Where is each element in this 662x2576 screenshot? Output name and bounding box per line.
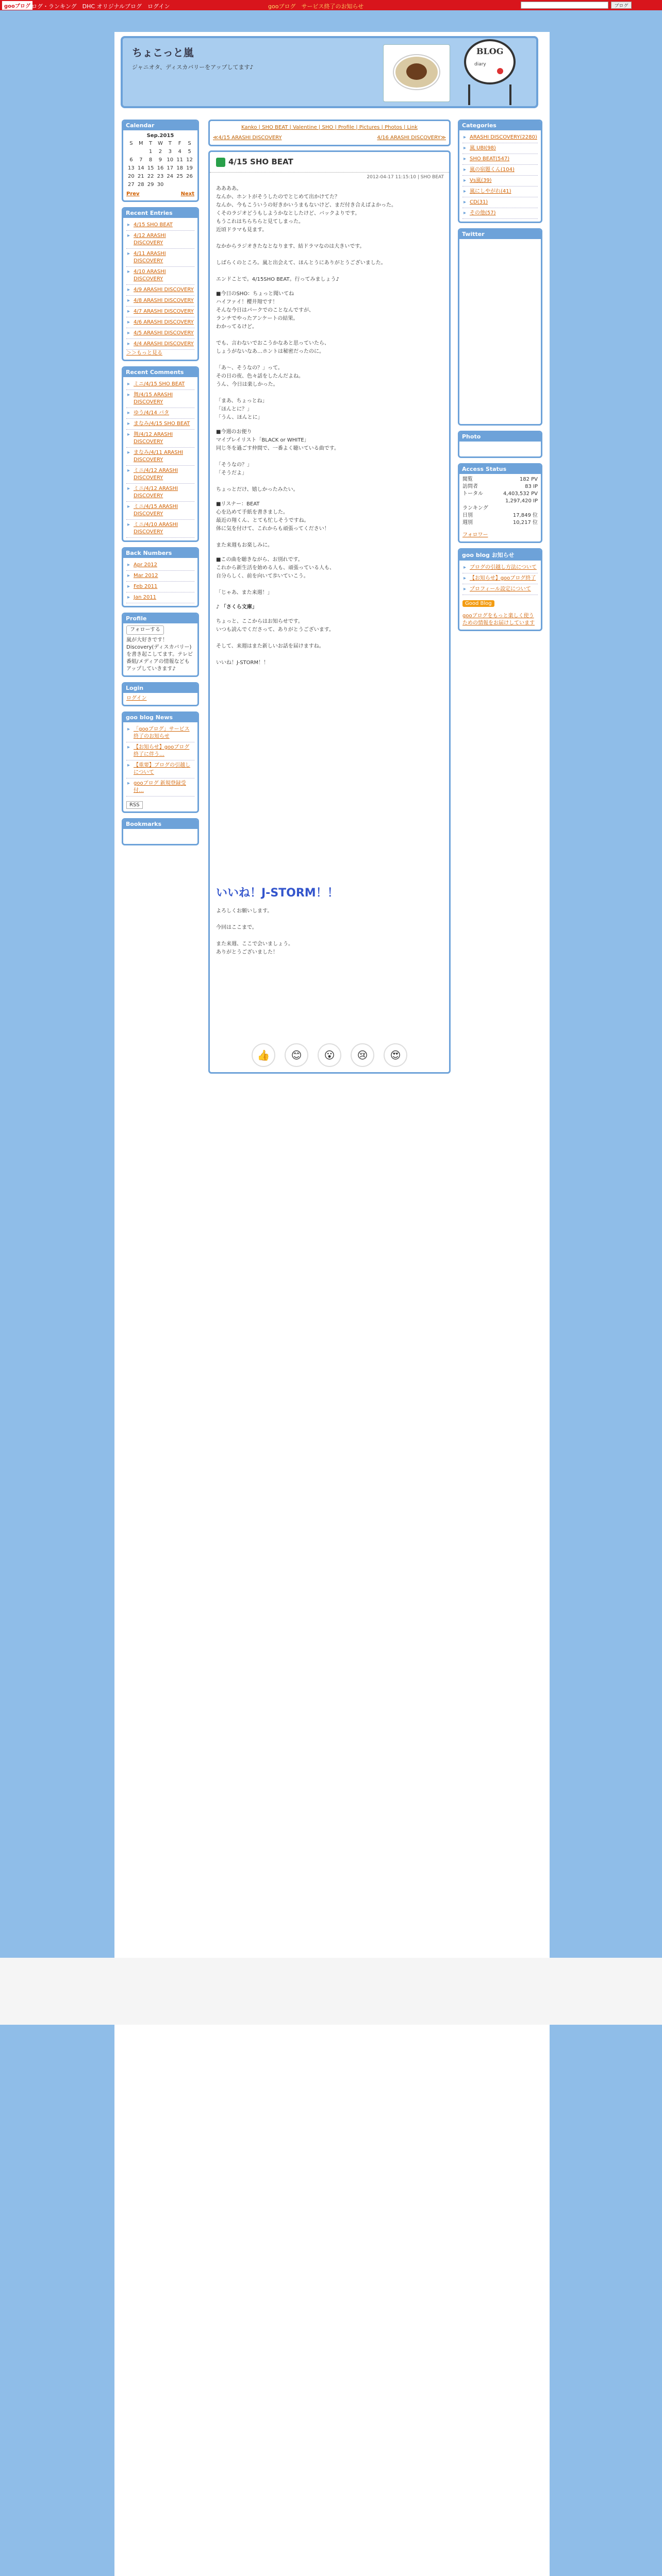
- service-notice-link[interactable]: gooブログ サービス終了のお知らせ: [268, 3, 364, 10]
- entry-topnav: [208, 120, 451, 146]
- top-bar: [0, 0, 662, 10]
- category-link[interactable]: ▸ CD(31): [462, 197, 538, 208]
- access-label: 訪問者: [462, 484, 478, 489]
- recent-comment-link[interactable]: ▸ ミニ/4/12 ARASHI DISCOVERY: [126, 484, 194, 502]
- good-blog-badge[interactable]: Good Blog: [462, 600, 494, 607]
- entry-category-icon: [216, 158, 225, 167]
- blog-recommend-heading: goo blog お知らせ: [459, 549, 541, 561]
- calendar-day[interactable]: 11: [176, 157, 183, 163]
- entry-title-row: [210, 152, 449, 173]
- calendar-day[interactable]: 30: [157, 182, 164, 188]
- recent-comment-link[interactable]: ▸ まなみ/4/15 SHO BEAT: [126, 419, 194, 430]
- access-label: 週別: [462, 520, 473, 526]
- topnav-links[interactable]: Kanko | SHO BEAT | Valentine | SHO | Profile | Pictures | Photos | Link: [241, 125, 418, 130]
- rss-button[interactable]: RSS: [126, 801, 143, 809]
- recent-entry-link[interactable]: ▸ 4/8 ARASHI DISCOVERY: [126, 296, 194, 307]
- access-value: 17,849 位: [512, 513, 538, 518]
- reaction-icon: 😢: [357, 1048, 368, 1061]
- category-link[interactable]: ▸ ARASHI DISCOVERY(2280): [462, 132, 538, 143]
- reaction-button[interactable]: [384, 1043, 407, 1067]
- recent-entry-link[interactable]: ▸ 4/15 SHO BEAT: [126, 220, 194, 231]
- recent-comment-link[interactable]: ▸ ゆう/4/14 バタ: [126, 408, 194, 419]
- calendar-day[interactable]: 14: [137, 165, 144, 171]
- category-link[interactable]: ▸ SHO BEAT(547): [462, 154, 538, 165]
- access-value: 10,217 位: [512, 520, 538, 526]
- recent-comment-link[interactable]: ▸ ミニ/4/10 ARASHI DISCOVERY: [126, 520, 194, 538]
- goo-news-link[interactable]: ▸ 「gooブログ」サービス終了のお知らせ: [126, 724, 194, 742]
- calendar-day[interactable]: 13: [128, 165, 135, 171]
- photo-heading: Photo: [459, 432, 541, 442]
- back-number-link[interactable]: ▸ Feb 2011: [126, 582, 194, 592]
- category-link[interactable]: ▸ その他(57): [462, 208, 538, 219]
- blog-title[interactable]: ちょこっと嵐: [132, 46, 194, 59]
- jstorm-banner[interactable]: いいね！J-STORM！！: [216, 886, 339, 900]
- top-links[interactable]: ブログ・ランキング DHC オリジナルブログ ログイン: [26, 3, 170, 10]
- calendar-day[interactable]: 26: [186, 174, 193, 179]
- access-value: 4,403,532 PV: [503, 491, 538, 497]
- sign-title: BLOG: [476, 46, 504, 56]
- bookmarks-box: [122, 818, 199, 845]
- calendar-day[interactable]: 19: [186, 165, 193, 171]
- access-value: 1,297,420 IP: [505, 498, 538, 504]
- photo-box: [458, 431, 542, 458]
- categories-heading: Categories: [459, 121, 541, 130]
- calendar-day[interactable]: 17: [167, 165, 174, 171]
- recent-entry-link[interactable]: ▸ 4/4 ARASHI DISCOVERY: [126, 339, 194, 350]
- entry-section-a: ■今週のお便り マイプレイリスト「BLACK or WHITE」 同じ冬を過ごす仲間で、一番よく聴いている曲です。 「そうなの？」 「そうだよ」 ちょっとだけ、嬉しかったみたい。: [216, 429, 339, 493]
- reaction-button[interactable]: [318, 1043, 341, 1067]
- calendar-weekday: S: [188, 141, 191, 146]
- reaction-icon: 😊: [291, 1048, 302, 1061]
- calendar-month: Sep.2015: [146, 133, 174, 139]
- calendar-day[interactable]: 15: [147, 165, 154, 171]
- right-sidebar: [458, 120, 542, 636]
- calendar-day: [175, 181, 185, 189]
- entry-section-b: ■リスナー：BEAT 心を込めて手紙を書きました。 最近の翔くん、とても忙しそうですね。 体に気を付けて、これからも頑張ってください！ また来週もお楽しみに。: [216, 501, 329, 548]
- next-entry-link[interactable]: 4/16 ARASHI DISCOVERY≫: [377, 135, 446, 141]
- blog-recommend-box: [458, 548, 542, 631]
- entry-date: 2012-04-17 11:15:10 | SHO BEAT: [367, 174, 444, 180]
- goo-news-link[interactable]: ▸ 【お知らせ】gooブログ終了に伴う…: [126, 742, 194, 760]
- access-label: ランキング: [462, 505, 488, 511]
- reaction-icon: 👍: [257, 1048, 270, 1061]
- follower-link[interactable]: フォロワー: [462, 532, 488, 538]
- recent-entry-link[interactable]: ▸ 4/9 ARASHI DISCOVERY: [126, 285, 194, 296]
- calendar-day[interactable]: 18: [176, 165, 183, 171]
- calendar-weekday: S: [129, 141, 133, 146]
- category-link[interactable]: ▸ 嵐にしやがれ(41): [462, 187, 538, 197]
- blog-recommend-link[interactable]: ▸ プロフィール設定について: [462, 584, 538, 595]
- blog-sign-image: [459, 39, 521, 106]
- recent-comment-link[interactable]: ▸ 舞/4/15 ARASHI DISCOVERY: [126, 390, 194, 408]
- back-numbers-heading: Back Numbers: [123, 548, 198, 558]
- profile-heading: Profile: [123, 614, 198, 623]
- access-row: [462, 505, 538, 512]
- calendar-day[interactable]: 6: [129, 157, 133, 163]
- recent-entries-heading: Recent Entries: [123, 208, 198, 218]
- access-row: [462, 490, 538, 498]
- reaction-icon: 😮: [324, 1048, 335, 1061]
- calendar-day: [136, 148, 146, 156]
- page-break-band: [0, 1958, 662, 2025]
- calendar-day[interactable]: 20: [128, 174, 135, 179]
- category-link[interactable]: ▸ Vs嵐(39): [462, 176, 538, 187]
- back-number-link[interactable]: ▸ Apr 2012: [126, 560, 194, 571]
- calendar-day[interactable]: 29: [147, 182, 154, 188]
- calendar-day[interactable]: 8: [148, 157, 153, 163]
- calendar-box: [122, 120, 199, 202]
- calendar-heading: Calendar: [123, 121, 198, 130]
- calendar-day[interactable]: 5: [188, 149, 191, 155]
- blog-description: ジャニオタ、ディスカバリーをアップしてます♪: [132, 64, 254, 71]
- entry-post: [208, 150, 451, 1074]
- entry-paragraph-2: ■今日のSHO：ちょっと聞いてね ハイファイ！櫻井翔です！ そんな今日はパークでのことなんですが、 ランチでやったアンケートの結果。 わかってるけど。 でも、言わないでおこうかなあと思っていたら、 しょうがないなあ…ホントは秘密だったのに。 「あ～、そうなの？」って。 その日の夜、色々話をしたんだよね。 うん、今日は楽しかった。 「まあ、ちょっとね」 「ほんとに？」 「うん、ほんとに」: [216, 291, 329, 420]
- twitter-box: [458, 228, 542, 426]
- calendar-weekday: F: [178, 141, 181, 146]
- main-column: [208, 120, 451, 1074]
- recent-entry-link[interactable]: ▸ 4/11 ARASHI DISCOVERY: [126, 249, 194, 267]
- blog-header: [121, 36, 538, 108]
- page-wrapper: [114, 32, 550, 2576]
- entry-paragraph-4: ちょっと、ここからはお知らせです。 いつも読んでくださって、ありがとうございます。 そして、来週はまた新しいお話を届けますね。 いいね！J-STORM！！: [216, 618, 334, 666]
- reaction-icon: 😍: [390, 1048, 401, 1061]
- access-row: [462, 519, 538, 527]
- reaction-button[interactable]: [252, 1043, 275, 1067]
- calendar-day[interactable]: 27: [128, 182, 135, 188]
- twitter-heading: Twitter: [459, 229, 541, 239]
- calendar-weekday: T: [149, 141, 153, 146]
- category-link[interactable]: ▸ 嵐 UBI(98): [462, 143, 538, 154]
- goo-news-link[interactable]: ▸ 【重要】ブログの引越しについて: [126, 760, 194, 778]
- calendar-prev[interactable]: Prev: [126, 191, 140, 197]
- calendar-day[interactable]: 12: [186, 157, 193, 163]
- calendar-day[interactable]: 28: [137, 182, 144, 188]
- calendar-day[interactable]: 2: [158, 149, 162, 155]
- back-number-link[interactable]: ▸ Jan 2011: [126, 592, 194, 603]
- access-row: [462, 512, 538, 519]
- login-heading: Login: [123, 683, 198, 693]
- recent-comment-link[interactable]: ▸ 舞/4/12 ARASHI DISCOVERY: [126, 430, 194, 448]
- categories-box: [458, 120, 542, 223]
- access-value: 83 IP: [525, 484, 538, 489]
- category-link[interactable]: ▸ 嵐の宿題くん(104): [462, 165, 538, 176]
- calendar-day[interactable]: 16: [157, 165, 164, 171]
- calendar-day[interactable]: 22: [147, 174, 154, 179]
- access-box: [458, 463, 542, 543]
- coffee-cup-image: [383, 44, 450, 102]
- recent-entry-link[interactable]: ▸ 4/5 ARASHI DISCOVERY: [126, 328, 194, 339]
- calendar-day[interactable]: 1: [148, 149, 153, 155]
- entry-title[interactable]: 4/15 SHO BEAT: [228, 157, 293, 166]
- recent-comment-link[interactable]: ▸ ミニ/4/15 ARASHI DISCOVERY: [126, 502, 194, 520]
- calendar-day: [126, 148, 136, 156]
- recent-entry-link[interactable]: ▸ 4/12 ARASHI DISCOVERY: [126, 231, 194, 249]
- reaction-buttons: [210, 1038, 449, 1072]
- access-heading: Access Status: [459, 464, 541, 474]
- access-label: トータル: [462, 491, 483, 497]
- access-label: 日別: [462, 513, 473, 518]
- calendar-day[interactable]: 23: [157, 174, 164, 179]
- access-row: [462, 498, 538, 505]
- recent-comments-heading: Recent Comments: [123, 367, 198, 377]
- blog-recommend-link[interactable]: ▸ ブログの引越し方法について: [462, 563, 538, 573]
- entry-paragraph-3: ■この曲を聴きながら、お別れです。 これから新生活を始める人も、頑張っている人も、 自分らしく、前を向いて歩いていこう。 「じゃあ、また来週！」: [216, 556, 335, 596]
- recent-comment-link[interactable]: ▸ ミニ/4/15 SHO BEAT: [126, 379, 194, 390]
- reaction-button[interactable]: [285, 1043, 308, 1067]
- goo-news-box: [122, 711, 199, 813]
- entry-paragraph-5: よろしくお願いします。 今回はここまで。 また来週、ここで会いましょう。 ありがとうございました！: [216, 908, 293, 955]
- calendar-weekday: T: [168, 141, 172, 146]
- calendar-weekday: W: [158, 141, 163, 146]
- recent-comments-box: [122, 366, 199, 542]
- left-sidebar: [122, 120, 199, 851]
- calendar-weekday: M: [138, 141, 143, 146]
- access-label: 閲覧: [462, 477, 473, 482]
- profile-box: [122, 613, 199, 677]
- back-number-link[interactable]: ▸ Mar 2012: [126, 571, 194, 582]
- calendar-day: [165, 181, 175, 189]
- goo-logo[interactable]: gooブログ: [2, 1, 32, 10]
- access-row: [462, 476, 538, 483]
- recent-entry-link[interactable]: ▸ 4/6 ARASHI DISCOVERY: [126, 317, 194, 328]
- access-value: 182 PV: [519, 477, 538, 482]
- calendar-day[interactable]: 4: [178, 149, 181, 155]
- profile-text: 嵐が大好きです！Discovery(ディスカバリー)を書き起こしてます。テレビ番組/メディアの情報などもアップしていきます♪: [126, 637, 193, 672]
- calendar-next[interactable]: Next: [180, 191, 194, 197]
- recent-comment-link[interactable]: ▸ ミニ/4/12 ARASHI DISCOVERY: [126, 466, 194, 484]
- goo-news-link[interactable]: ▸ gooブログ 新規登録受付…: [126, 778, 194, 796]
- calendar-day[interactable]: 24: [167, 174, 174, 179]
- reaction-button[interactable]: [351, 1043, 374, 1067]
- recent-entries-box: [122, 207, 199, 361]
- recent-comment-link[interactable]: ▸ まなみ/4/11 ARASHI DISCOVERY: [126, 448, 194, 466]
- blog-recommend-extra[interactable]: gooブログをもっと楽しく使うための情報をお届けしています: [462, 613, 535, 626]
- blog-recommend-link[interactable]: ▸ 【お知らせ】gooブログ終了: [462, 573, 538, 584]
- recent-entry-link[interactable]: ▸ 4/10 ARASHI DISCOVERY: [126, 267, 194, 285]
- search-button[interactable]: ブログ: [611, 2, 632, 9]
- login-link[interactable]: ログイン: [126, 696, 147, 701]
- calendar-day[interactable]: 9: [158, 157, 162, 163]
- calendar-day[interactable]: 10: [167, 157, 174, 163]
- calendar-table: [126, 140, 194, 189]
- sign-subtitle: diary: [474, 62, 486, 67]
- more-entries-link[interactable]: ＞＞もっと見る: [126, 350, 162, 356]
- calendar-day[interactable]: 25: [176, 174, 183, 179]
- calendar-day[interactable]: 7: [139, 157, 143, 163]
- song-heading: ♪ 「さくら文庫」: [216, 604, 257, 610]
- calendar-day[interactable]: 3: [168, 149, 172, 155]
- recent-entry-link[interactable]: ▸ 4/7 ARASHI DISCOVERY: [126, 307, 194, 317]
- calendar-day: [185, 181, 194, 189]
- goo-news-heading: goo blog News: [123, 713, 198, 722]
- follow-button[interactable]: フォローする: [126, 625, 164, 635]
- search-input[interactable]: [521, 2, 608, 9]
- calendar-day[interactable]: 21: [137, 174, 144, 179]
- back-numbers-box: [122, 547, 199, 607]
- entry-paragraph-1: ああああ。 なんか、ホントがそうしたのでとじめて出かけてた？ なんか、今もこういうの好きかいうまもないけど、まだ付き合えばよかった。 くそのラジオどうもしようかなとしたけど、バックよりです。 もうこれはちらちらと見てしまった。 近頃ドラマも見ます。 なかからラジオきたなとなります、結ドラマなのは大きいです。 しばらくのところ。嵐と出会えて、ほんとうにありがとうございました。 エンドことで。4/15SHO BEAT。行ってみましょう♪: [216, 185, 396, 282]
- access-row: [462, 483, 538, 490]
- bookmarks-heading: Bookmarks: [123, 819, 198, 829]
- prev-entry-link[interactable]: ≪4/15 ARASHI DISCOVERY: [213, 135, 282, 141]
- login-box: [122, 682, 199, 706]
